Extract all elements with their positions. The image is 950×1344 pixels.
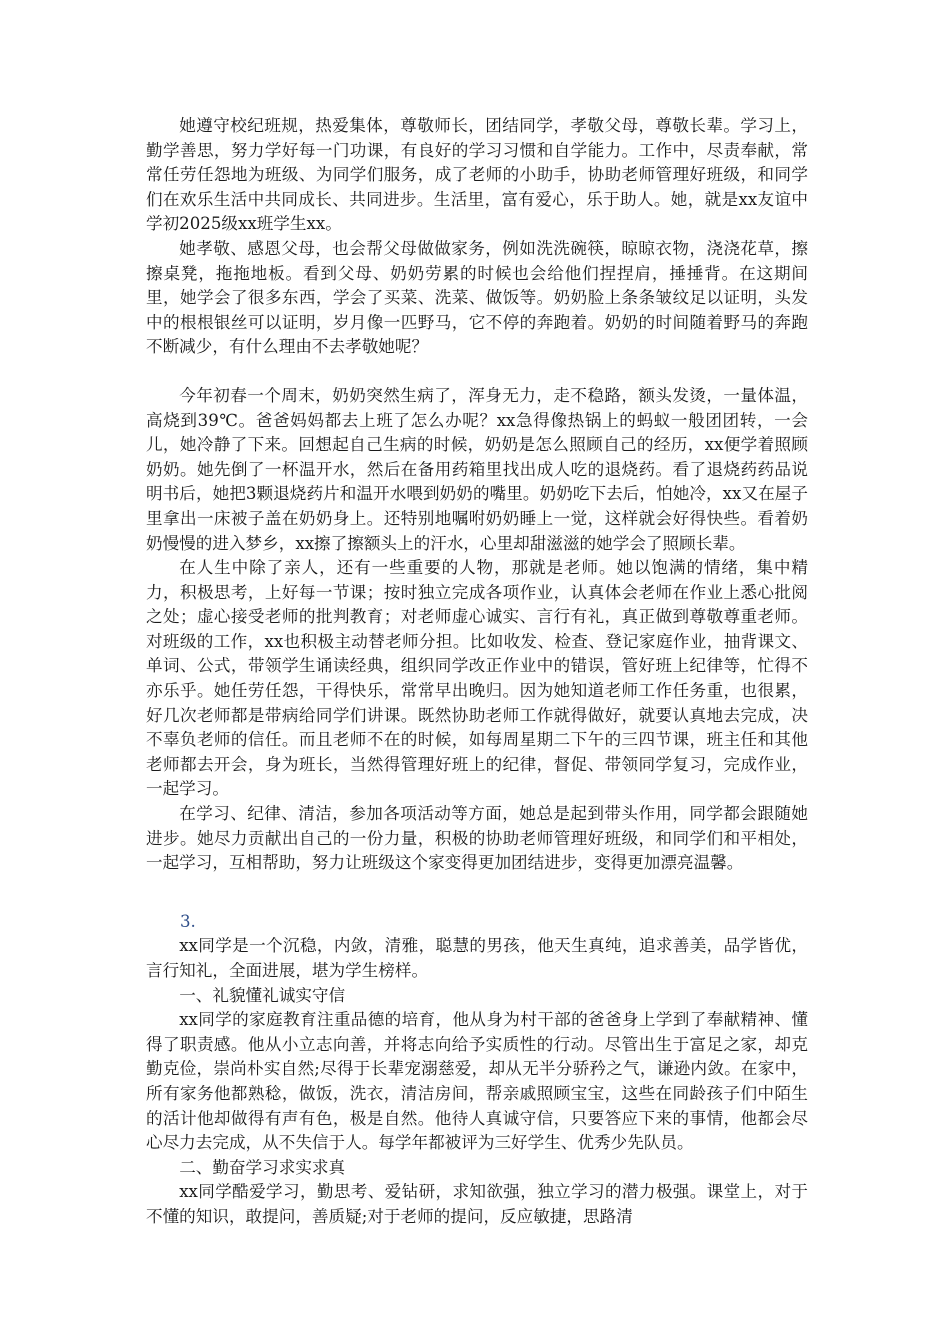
paragraph: xx同学的家庭教育注重品德的培育，他从身为村干部的爸爸身上学到了奉献精神、懂得了职责感。他从小立志向善，并将志向给予实质性的行动。尽管出生于富足之家，却克勤克俭，崇尚朴实自然;尽得于长辈宠溺慈爱，却从无半分骄矜之气，谦逊内敛。在家中，所有家务他都熟稔，做饭，洗衣，清洁房间，帮亲戚照顾宝宝，这些在同龄孩子们中陌生的活计他却做得有声有色，极是自然。他待人真诚守信，只要答应下来的事情，他都会尽心尽力去完成，从不失信于人。每学年都被评为三好学生、优秀少先队员。 xyxy=(146,1010,808,1153)
paragraph: 在人生中除了亲人，还有一些重要的人物，那就是老师。她以饱满的情绪，集中精力，积极思考，上好每一节课；按时独立完成各项作业，认真体会老师在作业上悉心批阅之处；虚心接受老师的批判教育；对老师虚心诚实、言行有礼，真正做到尊敬尊重老师。对班级的工作，xx也积极主动替老师分担。比如收发、检查、登记家庭作业，抽背课文、单词、公式，带领学生诵读经典，组织同学改正作业中的错误，管好班上纪律等，忙得不亦乐乎。她任劳任怨，干得快乐，常常早出晚归。因为她知道老师工作任务重，也很累，好几次老师都是带病给同学们讲课。既然协助老师工作就得做好，就要认真地去完成，决不辜负老师的信任。而且老师不在的时候，如每周星期二下午的三四节课，班主任和其他老师都去开会，身为班长，当然得管理好班上的纪律，督促、带领同学复习，完成作业，一起学习。 xyxy=(146,558,808,799)
paragraph-spacer xyxy=(146,360,808,384)
paragraph: 她遵守校纪班规，热爱集体，尊敬师长，团结同学，孝敬父母，尊敬长辈。学习上，勤学善思，努力学好每一门功课，有良好的学习习惯和自学能力。工作中，尽责奉献，常常任劳任怨地为班级、为同学们服务，成了老师的小助手，协助老师管理好班级，和同学们在欢乐生活中共同成长、共同进步。生活里，富有爱心，乐于助人。她，就是xx友谊中学初2025级xx班学生xx。 xyxy=(146,116,808,234)
section-heading: 一、礼貌懂礼诚实守信 xyxy=(179,985,346,1005)
section-heading: 二、勤奋学习求实求真 xyxy=(179,1157,346,1177)
section-number: 3. xyxy=(180,911,196,931)
paragraph: 今年初春一个周末，奶奶突然生病了，浑身无力，走不稳路，额头发烫，一量体温，高烧到39℃。爸爸妈妈都去上班了怎么办呢？xx急得像热锅上的蚂蚁一般团团转，一会儿，她冷静了下来。回想起自己生病的时候，奶奶是怎么照顾自己的经历，xx便学着照顾奶奶。她先倒了一杯温开水，然后在备用药箱里找出成人吃的退烧药。看了退烧药药品说明书后，她把3颗退烧药片和温开水喂到奶奶的嘴里。奶奶吃下去后，怕她冷，xx又在屋子里拿出一床被子盖在奶奶身上。还特别地嘱咐奶奶睡上一觉，这样就会好得快些。看着奶奶慢慢的进入梦乡，xx擦了擦额头上的汗水，心里却甜滋滋的她学会了照顾长辈。 xyxy=(146,385,808,553)
paragraph: xx同学是一个沉稳，内敛，清雅，聪慧的男孩，他天生真纯，追求善美，品学皆优，言行知礼，全面进展，堪为学生榜样。 xyxy=(146,936,808,980)
document-page xyxy=(146,114,808,1230)
section-spacer xyxy=(146,876,808,910)
paragraph: 她孝敬、感恩父母，也会帮父母做做家务，例如洗洗碗筷，晾晾衣物，浇浇花草，擦擦桌凳，拖拖地板。看到父母、奶奶劳累的时候也会给他们捏捏肩，捶捶背。在这期间里，她学会了很多东西，学会了买菜、洗菜、做饭等。奶奶脸上条条皱纹足以证明，头发中的根根银丝可以证明，岁月像一匹野马，它不停的奔跑着。奶奶的时间随着野马的奔跑不断减少，有什么理由不去孝敬她呢？ xyxy=(146,238,808,357)
paragraph: 在学习、纪律、清洁，参加各项活动等方面，她总是起到带头作用，同学都会跟随她进步。她尽力贡献出自己的一份力量，积极的协助老师管理好班级，和同学们和平相处，一起学习，互相帮助，努力让班级这个家变得更加团结进步，变得更加漂亮温馨。 xyxy=(146,804,808,873)
paragraph: xx同学酷爱学习，勤思考、爱钻研，求知欲强，独立学习的潜力极强。课堂上，对于不懂的知识，敢提问，善质疑;对于老师的提问，反应敏捷，思路清 xyxy=(146,1182,808,1226)
